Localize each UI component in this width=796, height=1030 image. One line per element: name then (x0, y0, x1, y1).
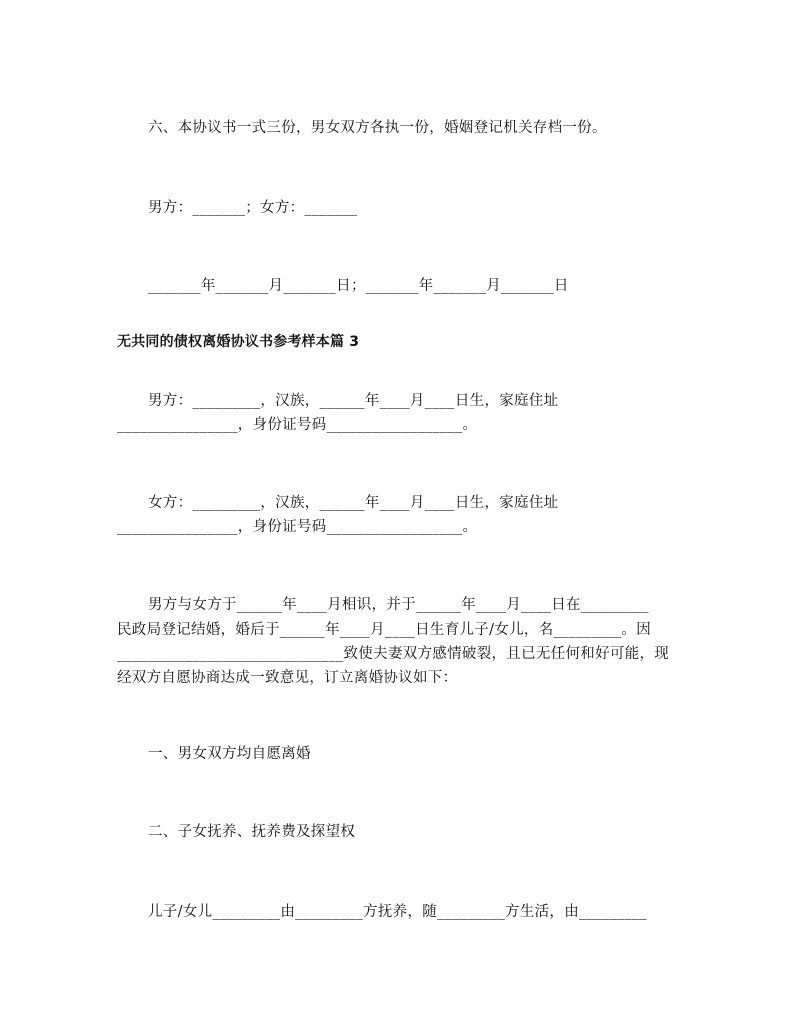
background-line-3: ______________________________致使夫妻双方感情破裂，且已无任何和好可能，现 (117, 646, 670, 662)
item-two: 二、子女抚养、抚养费及探望权 (148, 824, 356, 840)
date-line: _______年_______月_______日；_______年_______月_______日 (148, 278, 569, 294)
background-line-2: 民政局登记结婚，婚后于______年____月____日生育儿子/女儿，名_________。因 (117, 622, 652, 638)
signature-line: 男方：_______；女方：_______ (148, 200, 358, 216)
item-one: 一、男女双方均自愿离婚 (148, 746, 311, 762)
male-party-line-2: ________________，身份证号码__________________。 (117, 417, 478, 433)
male-party-line-1: 男方：_________，汉族，______年____月____日生，家庭住址 (148, 393, 559, 409)
female-party-line-2: ________________，身份证号码__________________。 (117, 519, 478, 535)
background-line-4: 经双方自愿协商达成一致意见，订立离婚协议如下： (117, 670, 458, 686)
custody-line: 儿子/女儿_________由_________方抚养，随_________方生活，由_________ (148, 904, 647, 920)
clause-six: 六、本协议书一式三份，男女双方各执一份，婚姻登记机关存档一份。 (148, 120, 607, 136)
female-party-line-1: 女方：_________，汉族，______年____月____日生，家庭住址 (148, 495, 559, 511)
section-title: 无共同的债权离婚协议书参考样本篇 3 (117, 334, 360, 350)
background-line-1: 男方与女方于______年____月相识，并于______年____月____日在_________ (148, 597, 649, 613)
